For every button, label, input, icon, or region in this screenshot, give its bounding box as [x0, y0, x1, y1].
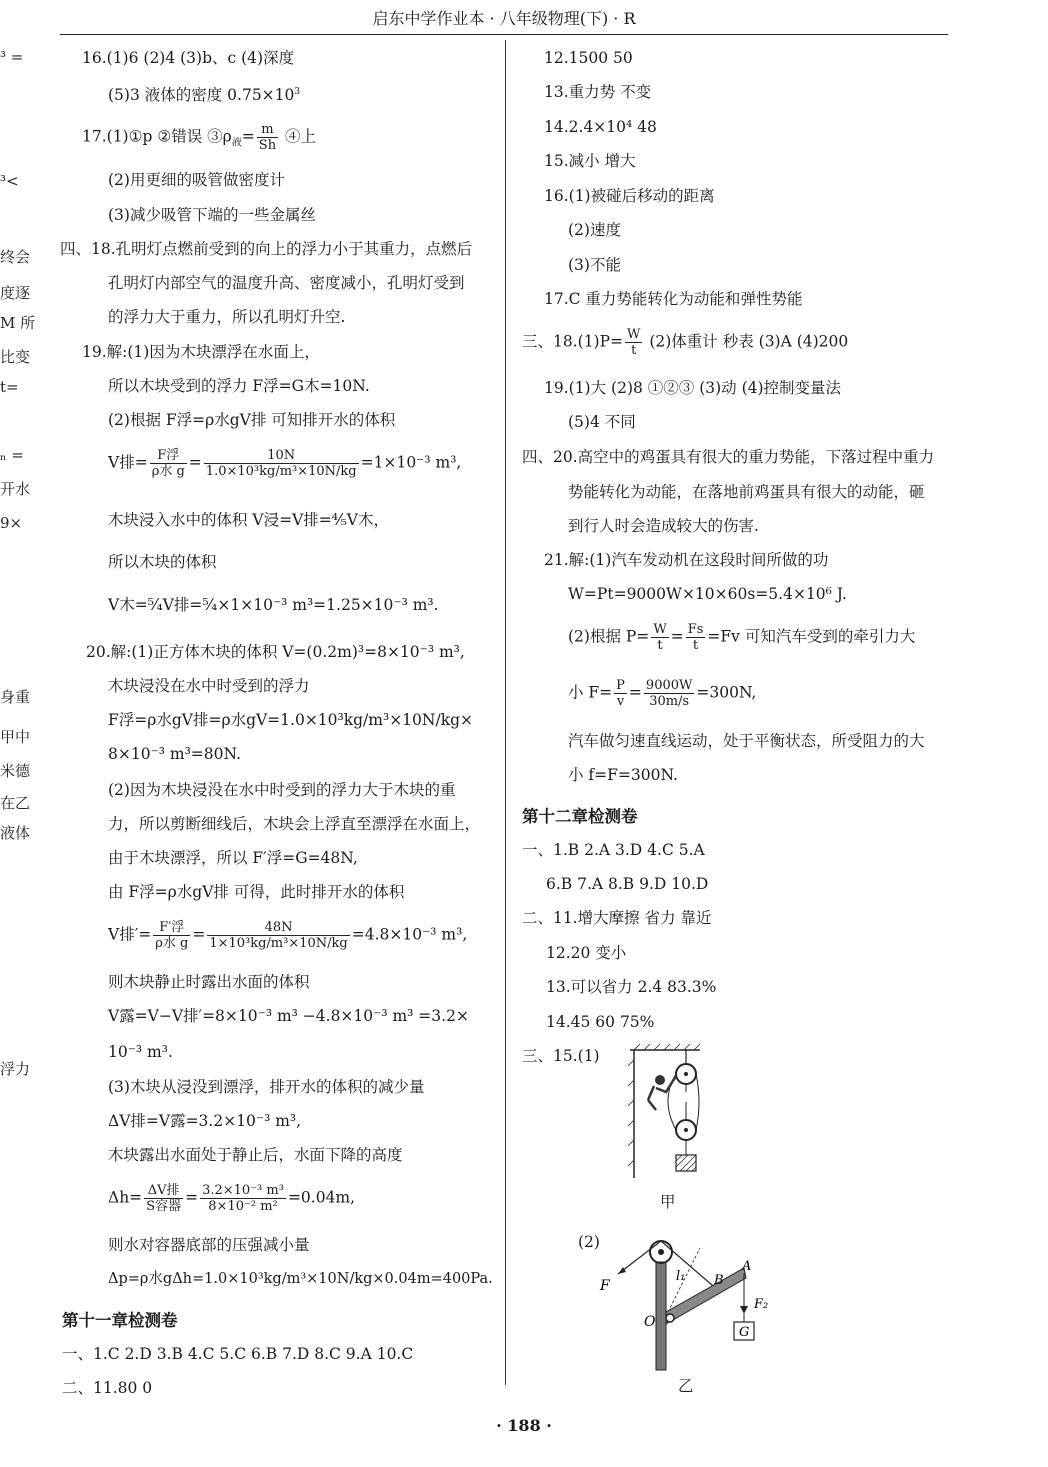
r-line-3: 14.2.4×10⁴ 48 — [544, 118, 657, 136]
q18-line: 四、18.孔明灯点燃前受到的向上的浮力小于其重力，点燃后 — [60, 240, 473, 258]
q15-part2: (2) — [578, 1233, 600, 1251]
edge-fragment: 在乙 — [0, 794, 31, 812]
q20-line-3: F浮=ρ水gV排=ρ水gV=1.0×10³kg/m³×10N/kg× — [108, 711, 473, 729]
ch12-line-5: 13.可以省力 2.4 83.3% — [546, 978, 717, 996]
r-line-1: 12.1500 50 — [544, 49, 633, 67]
q20-line-7: 由于木块漂浮，所以 F′浮=G=48N, — [108, 849, 358, 867]
q20-line-5: (2)因为木块浸没在水中时受到的浮力大于木块的重 — [108, 781, 456, 799]
q19-line: 19.解:(1)因为木块漂浮在水面上， — [82, 343, 320, 361]
r-line-18: 小 F= $\frac{P}{v}$ = $\frac{9000W}{30m/s}$ =300N, — [568, 678, 757, 709]
ch12-line-1: 一、1.B 2.A 3.D 4.C 5.A — [522, 841, 705, 859]
ch12-line-6: 14.45 60 75% — [546, 1013, 655, 1031]
q20-line-11: 10⁻³ m³. — [108, 1043, 173, 1061]
label-G: G — [739, 1325, 750, 1340]
q20-line-8: 由 F浮=ρ水gV排 可得，此时排开水的体积 — [108, 883, 405, 901]
r-line-6: (2)速度 — [568, 221, 621, 239]
ch12-line-3: 二、11.增大摩擦 省力 靠近 — [522, 909, 712, 927]
edge-fragment: 液体 — [0, 824, 31, 842]
q16-line: 16.(1)6 (2)4 (3)b、c (4)深度 — [82, 49, 295, 67]
label-O: O — [644, 1314, 656, 1330]
q19-line-3: (2)根据 F浮=ρ水gV排 可知排开水的体积 — [108, 411, 396, 429]
q20-line-14: 木块露出水面处于静止后，水面下降的高度 — [108, 1146, 403, 1164]
q17-line: 17.(1)①p ②错误 $③\rho_液=$ $\frac{m}{Sh}$ ④上 — [82, 122, 317, 153]
r-line-7: (3)不能 — [568, 256, 621, 274]
label-F: F — [600, 1278, 610, 1294]
edge-fragment: 比变 — [0, 348, 31, 366]
q18-line-2: 孔明灯内部空气的温度升高、密度减小，孔明灯受到 — [108, 274, 465, 292]
r-line-17: (2)根据 P= $\frac{W}{t}$ = $\frac{Fs}{t}$ =Fv 可知汽车受到的牵引力大 — [568, 622, 916, 653]
label-F2: F₂ — [754, 1297, 769, 1312]
r-line-20: 小 f=F=300N. — [568, 766, 678, 784]
r-line-16: W=Pt=9000W×10×60s=5.4×10⁶ J. — [568, 585, 847, 603]
edge-fragment: 身重 — [0, 688, 31, 706]
edge-fragment: ³< — [0, 172, 19, 190]
figure-caption-yi: 乙 — [678, 1377, 694, 1395]
r-line-4: 15.减小 增大 — [544, 152, 636, 170]
edge-fragment: 度逐 — [0, 284, 31, 302]
figure-caption-jia: 甲 — [660, 1193, 676, 1211]
edge-fragment: 开水 — [0, 480, 31, 498]
q17-line-3: (3)减少吸管下端的一些金属丝 — [108, 206, 316, 224]
edge-fragment: t= — [0, 378, 19, 396]
q20-formula-1: V排′= $\frac{\text{F′浮}}{\text{ρ水 g}}$ = $\frac{48N}{\text{1×10³kg/m³×10N/kg}}$ =4.8×10⁻³ m³, — [108, 920, 468, 951]
label-l1: l₁ — [676, 1269, 686, 1284]
r-line-5: 16.(1)被碰后移动的距离 — [544, 187, 715, 205]
edge-fragment: 米德 — [0, 762, 31, 780]
q19-line-2: 所以木块受到的浮力 F浮=G木=10N. — [108, 377, 370, 395]
r-line-2: 13.重力势 不变 — [544, 83, 652, 101]
label-B: B — [714, 1273, 724, 1288]
page-header — [60, 6, 948, 35]
q20-line-12: (3)木块从浸没到漂浮，排开水的体积的减少量 — [108, 1078, 425, 1096]
q20-line-10: V露=V−V排′=8×10⁻³ m³ −4.8×10⁻³ m³ =3.2× — [108, 1007, 469, 1025]
section-ch11: 第十一章检测卷 — [62, 1311, 178, 1330]
q20-line-9: 则木块静止时露出水面的体积 — [108, 973, 310, 991]
r-line-12: 四、20.高空中的鸡蛋具有很大的重力势能，下落过程中重力 — [522, 448, 935, 466]
r-line-14: 到行人时会造成较大的伤害. — [568, 517, 759, 535]
page-number: · 188 · — [496, 1416, 552, 1435]
edge-fragment: 甲中 — [0, 728, 31, 746]
edge-fragment: M 所 — [0, 314, 36, 332]
edge-fragment: 终会 — [0, 248, 31, 266]
q16-line-2: (5)3 液体的密度 $0.75\times 10^3$ — [108, 86, 301, 105]
lever-figure — [590, 1232, 790, 1372]
ch12-line-2: 6.B 7.A 8.B 9.D 10.D — [546, 875, 709, 893]
q19-formula-1: V排= $\frac{\text{F浮}}{\text{ρ水 g}}$ = $\frac{10N}{\text{1.0×10³kg/m³×10N/kg}}$ =1×10⁻³ m³, — [108, 448, 462, 479]
ch12-line-4: 12.20 变小 — [546, 944, 627, 962]
q18-line-3: 的浮力大于重力，所以孔明灯升空. — [108, 308, 346, 326]
q20-formula-3: Δp=ρ水gΔh=1.0×10³kg/m³×10N/kg×0.04m=400Pa. — [108, 1271, 493, 1287]
edge-fragment: ³ = — [0, 48, 24, 66]
ch11-line-2: 二、11.80 0 — [62, 1379, 153, 1397]
header-title: 启东中学作业本 · 八年级物理(下) · R — [372, 9, 636, 28]
r-line-9: 三、18.(1)P= $\frac{W}{t}$ (2)体重计 秒表 (3)A (4)200 — [522, 327, 849, 358]
edge-fragment: 浮力 — [0, 1060, 31, 1078]
edge-fragment: ₙ = — [0, 446, 24, 464]
section-ch12: 第十二章检测卷 — [522, 807, 638, 826]
r-line-19: 汽车做匀速直线运动，处于平衡状态，所受阻力的大 — [568, 732, 925, 750]
edge-fragment: 9× — [0, 514, 23, 532]
q19-line-4: 木块浸入水中的体积 V浸=V排=⁴⁄₅V木， — [108, 511, 389, 529]
r-line-11: (5)4 不同 — [568, 413, 636, 431]
r-line-13: 势能转化为动能，在落地前鸡蛋具有很大的动能，砸 — [568, 483, 925, 501]
r-line-10: 19.(1)大 (2)8 ①②③ (3)动 (4)控制变量法 — [544, 379, 842, 397]
q20-line-13: ΔV排=V露=3.2×10⁻³ m³, — [108, 1112, 302, 1130]
q17-line-2: (2)用更细的吸管做密度计 — [108, 171, 285, 189]
label-A: A — [742, 1259, 752, 1274]
ch12-line-7: 三、15.(1) — [522, 1047, 600, 1065]
q20-line-4: 8×10⁻³ m³=80N. — [108, 745, 242, 763]
q20-line-6: 力，所以剪断细线后，木块会上浮直至漂浮在水面上， — [108, 815, 481, 833]
q20-line-2: 木块浸没在水中时受到的浮力 — [108, 677, 310, 695]
ch11-line-1: 一、1.C 2.D 3.B 4.C 5.C 6.B 7.D 8.C 9.A 10.C — [62, 1345, 414, 1363]
column-divider — [505, 40, 506, 1385]
r-line-8: 17.C 重力势能转化为动能和弹性势能 — [544, 290, 803, 308]
r-line-15: 21.解:(1)汽车发动机在这段时间所做的功 — [544, 551, 829, 569]
q20-formula-2: Δh= $\frac{\text{ΔV排}}{\text{S容器}}$ = $\frac{\text{3.2×10⁻³ m³}}{\text{8×10⁻² m²}}$ =0.04m, — [108, 1183, 356, 1214]
pulley-figure — [620, 1040, 710, 1180]
q19-line-5: 所以木块的体积 — [108, 553, 217, 571]
q19-formula-2: V木=⁵⁄₄V排=⁵⁄₄×1×10⁻³ m³=1.25×10⁻³ m³. — [108, 596, 439, 614]
q20-line: 20.解:(1)正方体木块的体积 V=(0.2m)³=8×10⁻³ m³, — [86, 643, 465, 661]
q20-line-15: 则水对容器底部的压强减小量 — [108, 1236, 310, 1254]
